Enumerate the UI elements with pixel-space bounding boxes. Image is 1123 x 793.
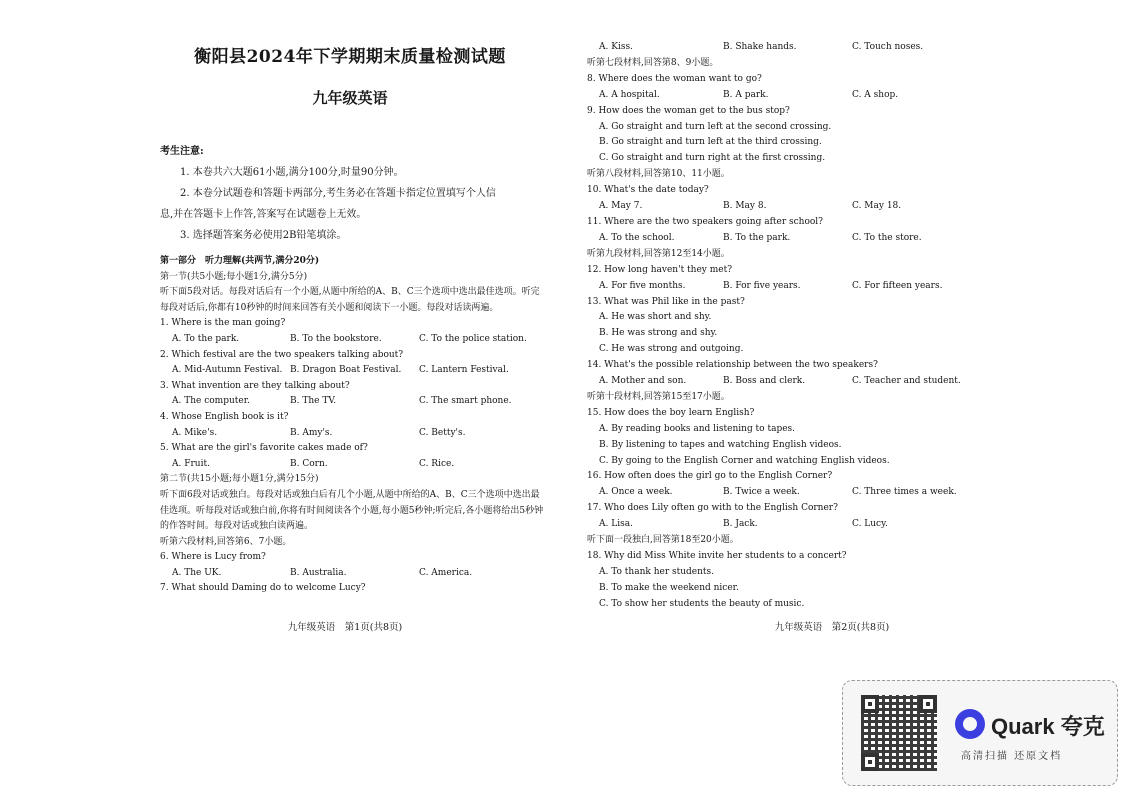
section-heading: 第一节(共5小题;每小题1分,满分5分) xyxy=(160,271,308,282)
option-b: B. Jack. xyxy=(723,519,758,530)
notice-heading: 考生注意: xyxy=(160,146,204,157)
option-b: B. To the park. xyxy=(723,232,791,243)
question-options xyxy=(160,394,545,410)
candidate-notice xyxy=(160,141,545,246)
option-a: A. He was short and shy. xyxy=(599,312,712,323)
option-c: C. To show her students the beauty of music. xyxy=(599,598,805,609)
question-options xyxy=(587,199,982,215)
option-c: C. Teacher and student. xyxy=(852,376,961,387)
option-c: C. Three times a week. xyxy=(852,487,957,498)
material-note: 听第八段材料,回答第10、11小题。 xyxy=(587,169,730,180)
option-b: B. Dragon Boat Festival. xyxy=(290,365,402,376)
option-c: C. May 18. xyxy=(852,201,902,212)
question-stem: 18. Why did Miss White invite her students to a concert? xyxy=(587,551,847,561)
question-options xyxy=(587,279,982,295)
option-c: C. For fifteen years. xyxy=(852,280,943,291)
option-a: A. The computer. xyxy=(172,396,250,407)
option-b: B. Shake hands. xyxy=(723,42,797,52)
option-a: A. May 7. xyxy=(599,201,643,212)
option-b: B. A park. xyxy=(723,89,769,100)
material-note: 听第七段材料,回答第8、9小题。 xyxy=(587,57,719,68)
exam-title: 衡阳县2024年下学期期末质量检测试题 xyxy=(194,47,506,67)
option-c: C. Lucy. xyxy=(852,519,888,530)
question-options xyxy=(160,566,545,582)
option-a: A. To thank her students. xyxy=(599,566,714,577)
option-a: A. Mid-Autumn Festival. xyxy=(172,365,283,376)
question-stem: 1. Where is the man going? xyxy=(160,318,286,329)
question-options xyxy=(160,426,545,442)
question-options xyxy=(587,40,982,56)
question-stem: 10. What's the date today? xyxy=(587,185,709,196)
notice-item-2-cont: 息,并在答题卡上作答,答案写在试题卷上无效。 xyxy=(160,209,367,220)
option-a: A. To the park. xyxy=(172,333,240,344)
option-a: A. For five months. xyxy=(599,280,686,291)
question-stem: 4. Whose English book is it? xyxy=(160,411,289,422)
page-footer: 九年级英语 第2页(共8页) xyxy=(774,622,890,633)
material-note: 听第十段材料,回答第15至17小题。 xyxy=(587,391,730,402)
question-stem: 7. What should Daming do to welcome Lucy? xyxy=(160,583,366,594)
option-c: C. To the police station. xyxy=(419,333,527,344)
question-options xyxy=(587,231,982,247)
left-page xyxy=(0,0,545,793)
question-stem: 6. Where is Lucy from? xyxy=(160,552,266,563)
right-page xyxy=(560,0,1105,793)
option-a: A. Go straight and turn left at the second crossing. xyxy=(599,121,832,132)
material-note: 听第九段材料,回答第12至14小题。 xyxy=(587,248,730,259)
question-stem: 2. Which festival are the two speakers talking about? xyxy=(160,349,404,360)
quark-logo-icon xyxy=(955,709,985,739)
question-stem: 5. What are the girl's favorite cakes made of? xyxy=(160,443,368,454)
option-b: B. Boss and clerk. xyxy=(723,376,806,387)
option-a: A. Mother and son. xyxy=(599,376,687,387)
option-c: C. He was strong and outgoing. xyxy=(599,344,744,355)
right-page-content xyxy=(587,40,982,613)
option-b: B. He was strong and shy. xyxy=(599,328,718,339)
question-stem: 12. How long haven't they met? xyxy=(587,264,733,275)
page-footer: 九年级英语 第1页(共8页) xyxy=(287,622,403,633)
option-c: C. Touch noses. xyxy=(852,42,924,52)
quark-brand-name: Quark 夸克 xyxy=(991,714,1105,739)
option-c: C. Go straight and turn right at the first crossing. xyxy=(599,153,826,164)
option-b: B. To the bookstore. xyxy=(290,333,382,344)
question-stem: 15. How does the boy learn English? xyxy=(587,407,755,418)
option-b: B. Twice a week. xyxy=(723,487,800,498)
option-b: B. To make the weekend nicer. xyxy=(599,582,739,593)
quark-slogan: 高清扫描 还原文档 xyxy=(961,751,1063,762)
question-stem: 13. What was Phil like in the past? xyxy=(587,296,745,307)
question-stem: 8. Where does the woman want to go? xyxy=(587,73,762,84)
question-stem: 9. How does the woman get to the bus stop? xyxy=(587,105,790,116)
question-stem: 16. How often does the girl go to the English Corner? xyxy=(587,471,833,482)
question-options xyxy=(587,485,982,501)
question-options xyxy=(160,457,545,473)
option-c: C. To the store. xyxy=(852,232,922,243)
option-c: C. Betty's. xyxy=(419,427,466,438)
question-stem: 14. What's the possible relationship between the two speakers? xyxy=(587,360,878,371)
section-heading: 第二节(共15小题;每小题1分,满分15分) xyxy=(160,474,319,485)
quark-scan-watermark xyxy=(842,680,1118,786)
exam-subtitle: 九年级英语 xyxy=(312,89,388,107)
option-c: C. A shop. xyxy=(852,89,899,100)
option-c: C. The smart phone. xyxy=(419,396,512,407)
option-a: A. The UK. xyxy=(172,567,222,578)
section-instructions: 听下面6段对话或独白。每段对话或独白后有几个小题,从题中所给的A、B、C三个选项中选出最佳选项。听每段对话或独白前,你将有时间阅读各个小题,每小题5秒钟;听完后,各小题将给出5秒钟的作答时间。每段对话或独白读两遍。 xyxy=(160,489,544,532)
section-instructions: 听下面5段对话。每段对话后有一个小题,从题中所给的A、B、C三个选项中选出最佳选项。听完每段对话后,你都有10秒钟的时间来回答有关小题和阅读下一小题。每段对话读两遍。 xyxy=(160,287,540,313)
option-b: B. Amy's. xyxy=(290,427,333,438)
option-a: A. By reading books and listening to tapes. xyxy=(599,423,796,434)
notice-item-1: 1. 本卷共六大题61小题,满分100分,时量90分钟。 xyxy=(180,167,404,178)
option-b: B. By listening to tapes and watching English videos. xyxy=(599,439,842,450)
question-options xyxy=(587,88,982,104)
question-stem: 17. Who does Lily often go with to the English Corner? xyxy=(587,503,838,514)
option-b: B. The TV. xyxy=(290,396,337,407)
option-b: B. Go straight and turn left at the third crossing. xyxy=(599,137,822,148)
option-b: B. Australia. xyxy=(290,567,347,578)
option-a: A. Fruit. xyxy=(172,458,210,469)
question-options xyxy=(160,332,545,348)
option-c: C. Lantern Festival. xyxy=(419,365,509,376)
question-options xyxy=(160,363,545,379)
notice-item-3: 3. 选择题答案务必使用2B铅笔填涂。 xyxy=(180,230,347,241)
material-note: 听下面一段独白,回答第18至20小题。 xyxy=(587,535,739,546)
option-b: B. May 8. xyxy=(723,201,767,212)
option-a: A. A hospital. xyxy=(599,89,660,100)
left-page-content xyxy=(160,254,545,597)
option-b: B. For five years. xyxy=(723,280,801,291)
part-heading: 第一部分 听力理解(共两节,满分20分) xyxy=(160,256,320,266)
option-a: A. Kiss. xyxy=(599,42,633,52)
question-options xyxy=(587,374,982,390)
option-b: B. Corn. xyxy=(290,458,328,469)
question-options xyxy=(587,517,982,533)
option-a: A. Once a week. xyxy=(599,487,673,498)
option-a: A. To the school. xyxy=(599,232,675,243)
option-a: A. Mike's. xyxy=(172,427,218,438)
option-c: C. Rice. xyxy=(419,458,455,469)
option-a: A. Lisa. xyxy=(599,519,633,530)
material-note: 听第六段材料,回答第6、7小题。 xyxy=(160,536,292,547)
question-stem: 11. Where are the two speakers going after school? xyxy=(587,216,823,227)
question-stem: 3. What invention are they talking about? xyxy=(160,380,350,391)
qr-code-icon xyxy=(861,695,937,771)
notice-item-2: 2. 本卷分试题卷和答题卡两部分,考生务必在答题卡指定位置填写个人信 xyxy=(180,188,496,199)
option-c: C. By going to the English Corner and watching English videos. xyxy=(599,455,890,466)
option-c: C. America. xyxy=(419,567,473,578)
